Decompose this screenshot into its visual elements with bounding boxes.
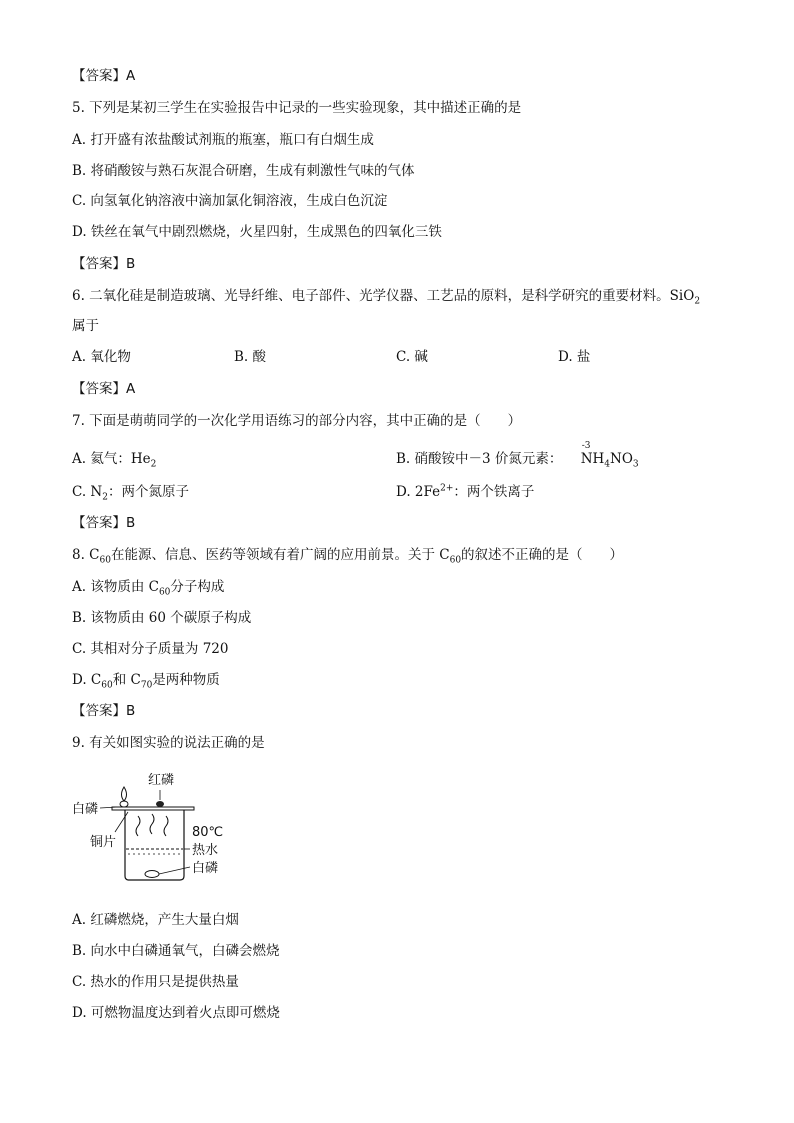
question-7-option-d: D. $2Fe^{2+}$：两个铁离子 <box>396 483 535 500</box>
question-6-option-c: C. 碱 <box>396 349 428 365</box>
leader-line <box>115 812 128 832</box>
steam <box>164 816 168 836</box>
question-6-stem-cont: 属于 <box>72 318 99 334</box>
question-7-stem: 7. 下面是萌萌同学的一次化学用语练习的部分内容，其中正确的是（ ） <box>72 413 522 429</box>
question-6-option-a: A. 氧化物 <box>72 349 131 365</box>
label-temperature: 80℃ <box>192 825 224 840</box>
question-5-option-d: D. 铁丝在氧气中剧烈燃烧，火星四射，生成黑色的四氧化三铁 <box>72 224 442 240</box>
steam <box>150 814 154 834</box>
question-8-option-b: B. 该物质由 60 个碳原子构成 <box>72 610 252 626</box>
question-7-option-a: A. 氦气：$He_2$ <box>72 451 157 470</box>
question-5-option-b: B. 将硝酸铵与熟石灰混合研磨，生成有刺激性气味的气体 <box>72 163 415 179</box>
white-phosphorus-on-plate <box>120 801 128 807</box>
answer-label: 【答案】A <box>72 381 136 397</box>
label-red-phosphorus: 红磷 <box>148 773 175 788</box>
label-copper-plate: 铜片 <box>90 835 117 850</box>
label-white-phosphorus-bottom: 白磷 <box>192 861 219 876</box>
answer-label: 【答案】B <box>72 256 136 272</box>
answer-label: 【答案】B <box>72 703 136 719</box>
question-9-option-c: C. 热水的作用只是提供热量 <box>72 974 239 990</box>
question-9-option-a: A. 红磷燃烧，产生大量白烟 <box>72 912 239 928</box>
question-8-option-c: C. 其相对分子质量为 720 <box>72 641 229 657</box>
question-5-option-c: C. 向氢氧化钠溶液中滴加氯化铜溶液，生成白色沉淀 <box>72 193 388 209</box>
leader-line <box>159 867 190 874</box>
question-6-option-d: D. 盐 <box>558 349 591 365</box>
beaker <box>125 810 184 880</box>
label-white-phosphorus-top: 白磷 <box>72 802 99 817</box>
question-8-stem: 8. $C_{60}$在能源、信息、医药等领域有着广阔的应用前景。关于 $C_{60}$的叙述不正确的是（ ） <box>72 547 624 566</box>
label-hot-water: 热水 <box>192 843 219 858</box>
question-8-option-a: A. 该物质由 $C_{60}$分子构成 <box>72 579 225 598</box>
combustion-experiment-diagram <box>70 770 250 885</box>
flame-icon <box>122 787 127 801</box>
answer-label: 【答案】A <box>72 68 136 84</box>
question-9-option-b: B. 向水中白磷通氧气，白磷会燃烧 <box>72 943 280 959</box>
steam <box>136 816 140 836</box>
question-7-option-b: B. 硝酸铵中－3 价氮元素： -3 $NH_4NO_3$ <box>396 441 639 470</box>
question-6-option-b: B. 酸 <box>234 349 267 365</box>
question-9-stem: 9. 有关如图实验的说法正确的是 <box>72 735 265 751</box>
question-7-option-c: C. $N_2$：两个氮原子 <box>72 484 189 503</box>
question-9-option-d: D. 可燃物温度达到着火点即可燃烧 <box>72 1005 280 1021</box>
answer-label: 【答案】B <box>72 515 136 531</box>
question-6-stem: 6. 二氧化硅是制造玻璃、光导纤维、电子部件、光学仪器、工艺品的原料，是科学研究的重要材料。SiO$_2$ <box>72 288 701 307</box>
question-5-option-a: A. 打开盛有浓盐酸试剂瓶的瓶塞，瓶口有白烟生成 <box>72 132 374 148</box>
question-8-option-d: D. $C_{60}$和 $C_{70}$是两种物质 <box>72 672 220 691</box>
white-phosphorus-in-water <box>145 871 159 878</box>
red-phosphorus <box>156 801 164 807</box>
question-5-stem: 5. 下列是某初三学生在实验报告中记录的一些实验现象，其中描述正确的是 <box>72 100 522 116</box>
